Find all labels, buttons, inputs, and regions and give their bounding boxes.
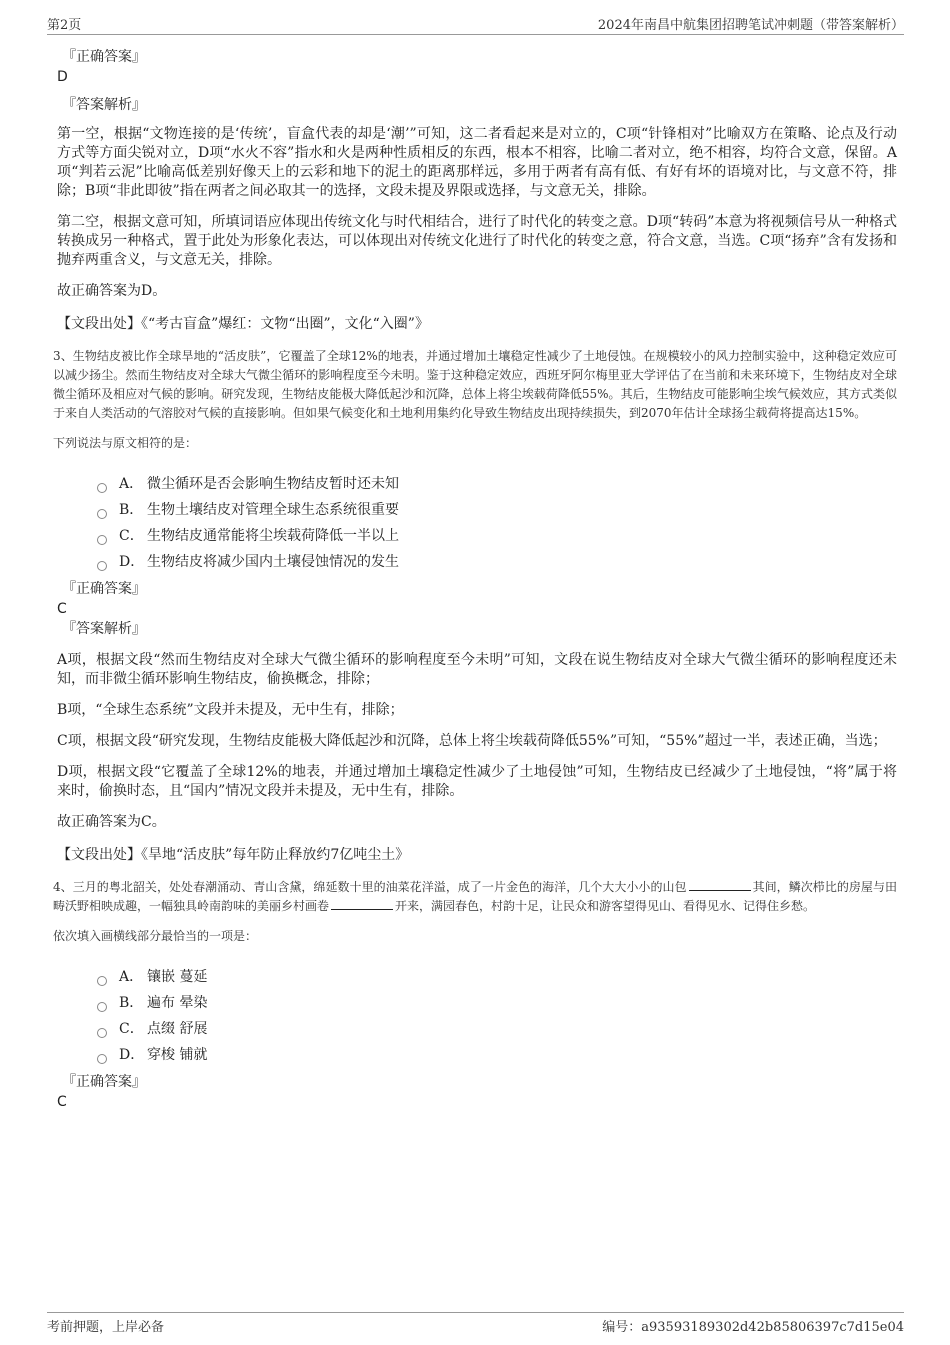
option-c[interactable] — [97, 523, 897, 549]
option-d[interactable] — [97, 549, 897, 575]
footer-slogan: 考前押题，上岸必备 — [47, 1320, 165, 1335]
radio-button[interactable] — [97, 1002, 107, 1012]
analysis-label: 『答案解析』 — [62, 97, 146, 113]
correct-answer-value: D — [57, 69, 68, 85]
analysis-paragraph: C项，根据文段“研究发现，生物结皮能极大降低起沙和沉降，总体上将尘埃载荷降低55%”可知，“55%”超过一半，表述正确，当选； — [57, 733, 887, 749]
option-text: 生物土壤结皮对管理全球生态系统很重要 — [147, 502, 399, 518]
option-text: 镶嵌 蔓延 — [147, 969, 208, 985]
option-letter: A． — [119, 969, 144, 985]
option-text: 点缀 舒展 — [147, 1021, 208, 1037]
option-d[interactable] — [97, 1042, 897, 1068]
q4-answer-block — [57, 1072, 897, 1112]
correct-answer-label: 『正确答案』 — [62, 49, 146, 65]
stem-text: 开来，满园春色，村韵十足，让民众和游客望得见山、看得见水、记得住乡愁。 — [395, 899, 816, 913]
analysis-conclusion: 故正确答案为C。 — [57, 814, 166, 830]
analysis-label: 『答案解析』 — [62, 621, 146, 637]
correct-answer-value: C — [57, 1094, 67, 1110]
option-letter: B． — [119, 995, 144, 1011]
page-content — [53, 47, 897, 1112]
radio-button[interactable] — [97, 509, 107, 519]
option-text: 生物结皮将减少国内土壤侵蚀情况的发生 — [147, 554, 399, 570]
analysis-conclusion: 故正确答案为D。 — [57, 283, 167, 299]
option-letter: D． — [119, 1047, 145, 1063]
document-title: 2024年南昌中航集团招聘笔试冲刺题（带答案解析） — [597, 18, 904, 33]
option-c[interactable] — [97, 1016, 897, 1042]
page-header — [47, 14, 904, 35]
question-prompt: 依次填入画横线部分最恰当的一项是： — [53, 929, 258, 943]
q4-options — [97, 964, 897, 1068]
option-letter: A． — [119, 476, 144, 492]
analysis-paragraph: 第二空，根据文意可知，所填词语应体现出传统文化与时代相结合，进行了时代化的转变之意。D项“转码”本意为将视频信号从一种格式转换成另一种格式，置于此处为形象化表达，可以体现出对传统文化进行了时代化的转变之意，符合文意，当选。C项“扬弃”含有发扬和抛弃两重含义，与文意无关，排除。 — [57, 214, 897, 268]
option-letter: D． — [119, 554, 145, 570]
analysis-paragraph: B项，“全球生态系统”文段并未提及，无中生有，排除； — [57, 702, 404, 718]
source-citation: 【文段出处】《旱地“活皮肤”每年防止释放约7亿吨尘土》 — [57, 847, 410, 863]
stem-text: 4、三月的粤北韶关，处处春潮涌动、青山含黛，绵延数十里的油菜花洋溢，成了一片金色的海洋，几个大大小小的山包 — [53, 880, 687, 894]
fill-blank — [689, 878, 751, 891]
radio-button[interactable] — [97, 535, 107, 545]
option-letter: C． — [119, 1021, 144, 1037]
option-b[interactable] — [97, 990, 897, 1016]
question-prompt: 下列说法与原文相符的是： — [53, 436, 198, 450]
fill-blank — [331, 897, 393, 910]
option-a[interactable] — [97, 964, 897, 990]
q2-answer-block — [57, 47, 897, 115]
option-text: 穿梭 铺就 — [147, 1047, 208, 1063]
option-text: 生物结皮通常能将尘埃载荷降低一半以上 — [147, 528, 399, 544]
stem-text: 其间，鳞次栉比的房屋与田畴沃野相映成趣，一幅独具岭南韵味的美丽乡村画卷 — [53, 880, 897, 913]
radio-button[interactable] — [97, 561, 107, 571]
option-letter: B． — [119, 502, 144, 518]
page-number: 第2页 — [47, 18, 82, 33]
q3-options — [97, 471, 897, 575]
question-stem — [53, 878, 897, 916]
option-text: 微尘循环是否会影响生物结皮暂时还未知 — [147, 476, 399, 492]
analysis-paragraph: A项，根据文段“然而生物结皮对全球大气微尘循环的影响程度至今未明”可知，文段在说生物结皮对全球大气微尘循环的影响程度还未知，而非微尘循环影响生物结皮，偷换概念，排除； — [57, 652, 897, 687]
option-b[interactable] — [97, 497, 897, 523]
radio-button[interactable] — [97, 1028, 107, 1038]
correct-answer-label: 『正确答案』 — [62, 581, 146, 597]
question-stem: 3、生物结皮被比作全球旱地的“活皮肤”，它覆盖了全球12%的地表，并通过增加土壤稳定性减少了土地侵蚀。在规模较小的风力控制实验中，这种稳定效应可以减少扬尘。然而生物结皮对全球大气微尘循环的影响程度至今未明。鉴于这种稳定效应，西班牙阿尔梅里亚大学评估了在当前和未来环境下，生物结皮对全球微尘循环及相应对气候的影响。研究发现，生物结皮能极大降低起沙和沉降，总体上将尘埃载荷降低55%。其后，生物结皮可能影响尘埃气候效应，其方式类似于来自人类活动的气溶胶对气候的直接影响。但如果气候变化和土地利用集约化导致生物结皮出现持续损失，到2070年估计全球扬尘载荷将提高达15%。 — [53, 349, 897, 420]
q3-answer-block — [57, 579, 897, 639]
page-footer — [47, 1312, 904, 1333]
analysis-paragraph: D项，根据文段“它覆盖了全球12%的地表，并通过增加土壤稳定性减少了土地侵蚀”可知，生物结皮已经减少了土地侵蚀，“将”属于将来时，偷换时态，且“国内”情况文段并未提及，无中生有，排除。 — [57, 764, 897, 799]
radio-button[interactable] — [97, 976, 107, 986]
source-citation: 【文段出处】《“考古盲盒”爆红：文物“出圈”，文化“入圈”》 — [57, 316, 429, 332]
document-id: 编号：a93593189302d42b85806397c7d15e04 — [602, 1320, 904, 1335]
radio-button[interactable] — [97, 1054, 107, 1064]
option-text: 遍布 晕染 — [147, 995, 208, 1011]
option-letter: C． — [119, 528, 144, 544]
correct-answer-label: 『正确答案』 — [62, 1074, 146, 1090]
option-a[interactable] — [97, 471, 897, 497]
analysis-paragraph: 第一空，根据“文物连接的是‘传统’，盲盒代表的却是‘潮’”可知，这二者看起来是对立的，C项“针锋相对”比喻双方在策略、论点及行动方式等方面尖锐对立，D项“水火不容”指水和火是两种性质相反的东西，根本不相容，比喻二者对立，绝不相容，均符合文意，保留。A项“判若云泥”比喻高低差别好像天上的云彩和地下的泥土的距离那样远，多用于两者有高有低、有好有坏的语境对比，与文意不符，排除；B项“非此即彼”指在两者之间必取其一的选择，文段未提及界限或选择，与文意无关，排除。 — [57, 126, 897, 199]
radio-button[interactable] — [97, 483, 107, 493]
correct-answer-value: C — [57, 601, 67, 617]
